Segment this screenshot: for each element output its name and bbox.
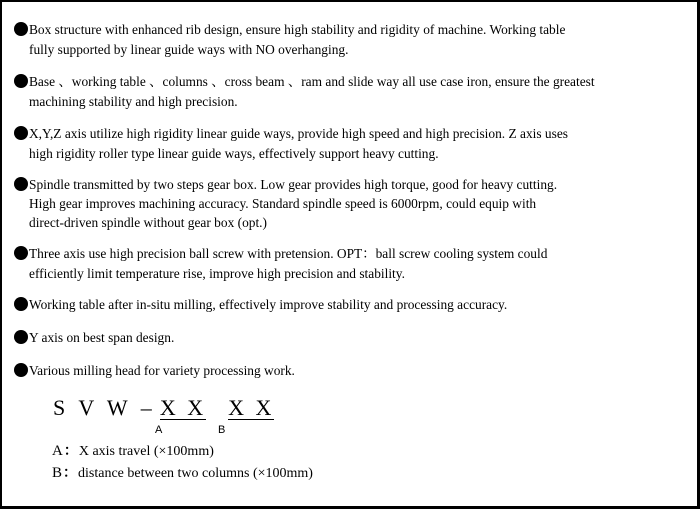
feature-text-line: Base 、working table 、columns 、cross beam 、ram and slide way all use case iron, ensure the greatest xyxy=(29,74,595,89)
model-segment-b: X X xyxy=(228,395,275,420)
feature-text-line: direct-driven spindle without gear box (opt.) xyxy=(29,215,267,230)
feature-text-line: machining stability and high precision. xyxy=(29,94,238,109)
legend-line-a xyxy=(52,442,214,461)
model-segment-a: X X xyxy=(159,395,207,420)
bullet-icon xyxy=(14,177,28,191)
legend-text: X axis travel (×100mm) xyxy=(78,444,214,459)
model-prefix: S V W – xyxy=(53,395,156,420)
bullet-icon xyxy=(14,297,28,311)
model-code xyxy=(53,395,274,421)
feature-text-line: Box structure with enhanced rib design, ensure high stability and rigidity of machine. Working table xyxy=(29,22,566,37)
legend-key: B xyxy=(52,465,63,481)
legend-key: A xyxy=(52,443,63,459)
feature-item-box-structure xyxy=(14,20,694,60)
feature-text-line: X,Y,Z axis utilize high rigidity linear guide ways, provide high speed and high precision. Z axis uses xyxy=(29,126,568,141)
feature-text-line: efficiently limit temperature rise, improve high precision and stability. xyxy=(29,266,405,281)
feature-item-working-table xyxy=(14,295,694,315)
feature-item-linear-guides xyxy=(14,124,694,164)
feature-item-ball-screw xyxy=(14,244,694,284)
feature-text-line: fully supported by linear guide ways with NO overhanging. xyxy=(29,42,349,57)
legend-colon: ： xyxy=(63,444,78,459)
feature-text-line: Spindle transmitted by two steps gear box. Low gear provides high torque, good for heavy cutting. xyxy=(29,177,558,192)
bullet-icon xyxy=(14,330,28,344)
feature-text-line: Working table after in-situ milling, effectively improve stability and processing accuracy. xyxy=(29,297,508,312)
model-label-a: A xyxy=(155,424,163,436)
feature-text-line: high rigidity roller type linear guide ways, effectively support heavy cutting. xyxy=(29,146,439,161)
feature-item-spindle xyxy=(14,175,694,232)
model-label-b: B xyxy=(218,424,226,436)
bullet-icon xyxy=(14,126,28,140)
legend-text: distance between two columns (×100mm) xyxy=(78,466,313,481)
feature-item-cast-iron xyxy=(14,72,694,112)
bullet-icon xyxy=(14,363,28,377)
bullet-icon xyxy=(14,22,28,36)
bullet-icon xyxy=(14,74,28,88)
feature-text-line: Y axis on best span design. xyxy=(29,330,175,345)
legend-colon: ： xyxy=(63,466,78,481)
legend-line-b xyxy=(52,464,313,483)
feature-item-milling-head xyxy=(14,361,694,381)
feature-text-line: Various milling head for variety processing work. xyxy=(29,363,295,378)
feature-text-line: Three axis use high precision ball screw with pretension. OPT：ball screw cooling system could xyxy=(29,246,548,261)
feature-item-y-axis xyxy=(14,328,694,348)
bullet-icon xyxy=(14,246,28,260)
feature-text-line: High gear improves machining accuracy. Standard spindle speed is 6000rpm, could equip with xyxy=(29,196,537,211)
